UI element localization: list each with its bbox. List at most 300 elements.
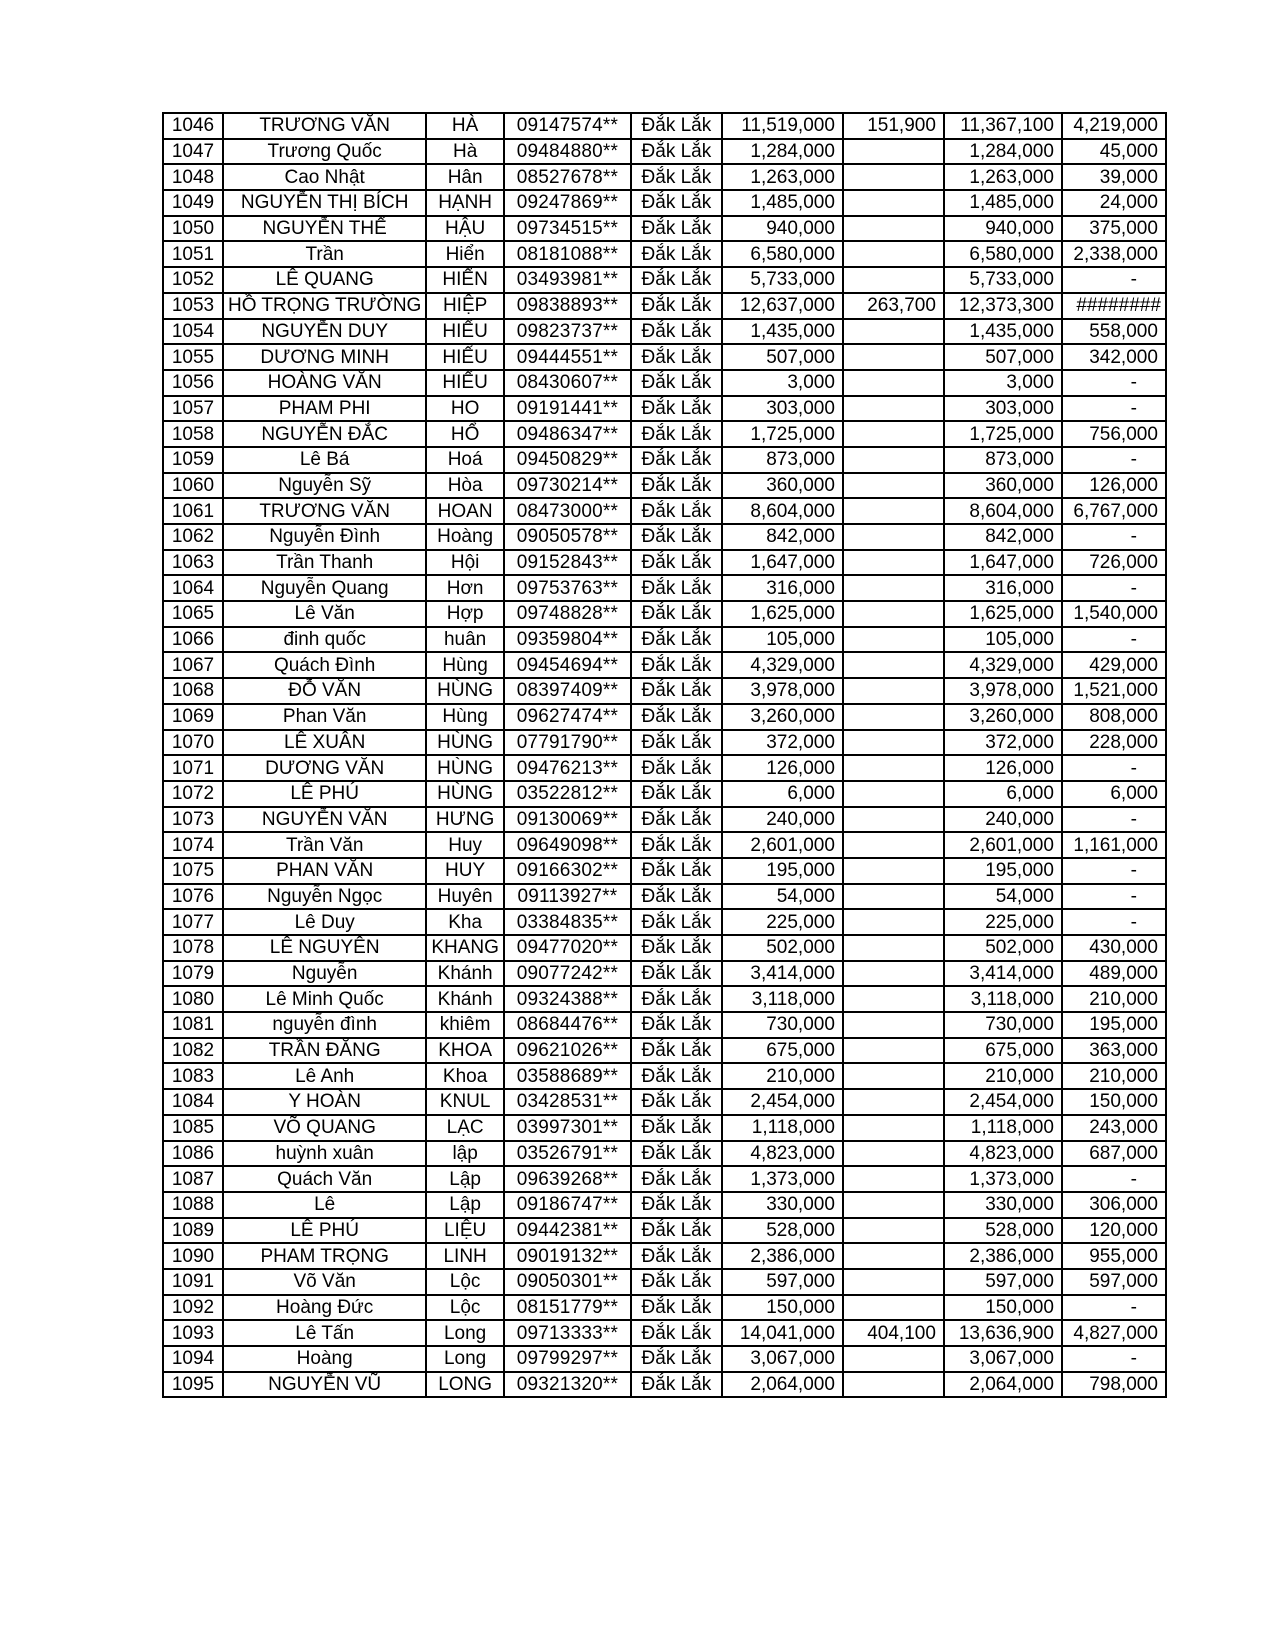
table-row [163, 755, 1166, 781]
cell-family-name: TRƯƠNG VĂN [223, 113, 426, 139]
cell-amount-deduction [843, 319, 944, 345]
cell-row-number: 1076 [163, 884, 223, 910]
cell-given-name: Hoàng [426, 524, 504, 550]
cell-amount-deduction [843, 678, 944, 704]
cell-amount-extra: 24,000 [1062, 190, 1166, 216]
cell-given-name: Hoá [426, 447, 504, 473]
cell-amount-net: 1,435,000 [944, 319, 1062, 345]
cell-amount-deduction: 404,100 [843, 1320, 944, 1346]
cell-province: Đắk Lắk [631, 498, 722, 524]
cell-family-name: DƯƠNG MINH [223, 344, 426, 370]
cell-amount-net: 8,604,000 [944, 498, 1062, 524]
cell-amount-extra: 210,000 [1062, 986, 1166, 1012]
cell-amount-net: 2,601,000 [944, 832, 1062, 858]
cell-given-name: Huy [426, 832, 504, 858]
cell-row-number: 1059 [163, 447, 223, 473]
cell-amount-net: 330,000 [944, 1192, 1062, 1218]
cell-family-name: NGUYỄN ĐẮC [223, 421, 426, 447]
cell-phone-number: 09627474** [504, 704, 631, 730]
cell-amount-total: 2,601,000 [722, 832, 843, 858]
cell-amount-extra: - [1062, 755, 1166, 781]
cell-amount-net: 126,000 [944, 755, 1062, 781]
cell-family-name: Cao Nhật [223, 164, 426, 190]
cell-province: Đắk Lắk [631, 1218, 722, 1244]
cell-amount-total: 842,000 [722, 524, 843, 550]
cell-province: Đắk Lắk [631, 1295, 722, 1321]
table-row [163, 1243, 1166, 1269]
table-row [163, 139, 1166, 165]
cell-amount-deduction [843, 1346, 944, 1372]
cell-family-name: LÊ NGUYÊN [223, 935, 426, 961]
cell-amount-extra: 798,000 [1062, 1372, 1166, 1398]
cell-given-name: Long [426, 1346, 504, 1372]
cell-phone-number: 09734515** [504, 216, 631, 242]
table-row [163, 1320, 1166, 1346]
cell-given-name: HÙNG [426, 678, 504, 704]
cell-row-number: 1065 [163, 601, 223, 627]
cell-given-name: KHOA [426, 1038, 504, 1064]
cell-phone-number: 09649098** [504, 832, 631, 858]
cell-phone-number: 09130069** [504, 807, 631, 833]
cell-amount-extra: - [1062, 807, 1166, 833]
cell-amount-extra: 6,000 [1062, 781, 1166, 807]
cell-given-name: Hơn [426, 575, 504, 601]
table-row [163, 1269, 1166, 1295]
cell-amount-net: 597,000 [944, 1269, 1062, 1295]
cell-phone-number: 09247869** [504, 190, 631, 216]
cell-amount-net: 210,000 [944, 1063, 1062, 1089]
cell-family-name: NGUYỄN THỊ BÍCH [223, 190, 426, 216]
cell-amount-deduction [843, 1063, 944, 1089]
cell-amount-extra: - [1062, 396, 1166, 422]
cell-family-name: nguyễn đình [223, 1012, 426, 1038]
cell-amount-net: 502,000 [944, 935, 1062, 961]
cell-province: Đắk Lắk [631, 1141, 722, 1167]
cell-amount-extra: 6,767,000 [1062, 498, 1166, 524]
cell-phone-number: 09454694** [504, 652, 631, 678]
cell-given-name: Lộc [426, 1295, 504, 1321]
table-row [163, 986, 1166, 1012]
cell-amount-total: 507,000 [722, 344, 843, 370]
cell-amount-deduction [843, 1012, 944, 1038]
cell-phone-number: 09484880** [504, 139, 631, 165]
table-row [163, 1192, 1166, 1218]
cell-amount-extra: - [1062, 909, 1166, 935]
cell-amount-deduction [843, 1295, 944, 1321]
cell-family-name: Nguyễn Quang [223, 575, 426, 601]
cell-row-number: 1083 [163, 1063, 223, 1089]
cell-amount-total: 1,118,000 [722, 1115, 843, 1141]
cell-province: Đắk Lắk [631, 1166, 722, 1192]
cell-family-name: Trần [223, 241, 426, 267]
cell-row-number: 1046 [163, 113, 223, 139]
cell-phone-number: 08527678** [504, 164, 631, 190]
cell-amount-deduction [843, 704, 944, 730]
cell-row-number: 1073 [163, 807, 223, 833]
cell-given-name: HƯNG [426, 807, 504, 833]
cell-province: Đắk Lắk [631, 190, 722, 216]
cell-amount-total: 675,000 [722, 1038, 843, 1064]
cell-family-name: Lê Duy [223, 909, 426, 935]
table-row [163, 807, 1166, 833]
cell-amount-total: 3,000 [722, 370, 843, 396]
cell-amount-net: 940,000 [944, 216, 1062, 242]
cell-row-number: 1086 [163, 1141, 223, 1167]
cell-amount-net: 225,000 [944, 909, 1062, 935]
table-row [163, 575, 1166, 601]
cell-amount-total: 730,000 [722, 1012, 843, 1038]
cell-phone-number: 03493981** [504, 267, 631, 293]
cell-phone-number: 08473000** [504, 498, 631, 524]
table-row [163, 550, 1166, 576]
cell-province: Đắk Lắk [631, 1012, 722, 1038]
cell-province: Đắk Lắk [631, 293, 722, 319]
cell-amount-extra: 150,000 [1062, 1089, 1166, 1115]
cell-amount-deduction [843, 498, 944, 524]
cell-row-number: 1080 [163, 986, 223, 1012]
cell-province: Đắk Lắk [631, 370, 722, 396]
cell-given-name: HIỂN [426, 267, 504, 293]
cell-province: Đắk Lắk [631, 909, 722, 935]
cell-amount-total: 360,000 [722, 473, 843, 499]
cell-amount-total: 8,604,000 [722, 498, 843, 524]
cell-family-name: Trương Quốc [223, 139, 426, 165]
cell-row-number: 1048 [163, 164, 223, 190]
cell-province: Đắk Lắk [631, 755, 722, 781]
cell-amount-total: 12,637,000 [722, 293, 843, 319]
cell-amount-deduction [843, 884, 944, 910]
cell-given-name: Hùng [426, 652, 504, 678]
cell-province: Đắk Lắk [631, 884, 722, 910]
cell-phone-number: 03384835** [504, 909, 631, 935]
cell-amount-net: 1,647,000 [944, 550, 1062, 576]
cell-amount-extra: 756,000 [1062, 421, 1166, 447]
cell-amount-extra: 45,000 [1062, 139, 1166, 165]
cell-family-name: LÊ PHÚ [223, 1218, 426, 1244]
cell-province: Đắk Lắk [631, 344, 722, 370]
cell-phone-number: 09476213** [504, 755, 631, 781]
table-row [163, 1346, 1166, 1372]
cell-amount-total: 210,000 [722, 1063, 843, 1089]
table-row [163, 396, 1166, 422]
cell-amount-total: 11,519,000 [722, 113, 843, 139]
cell-province: Đắk Lắk [631, 1269, 722, 1295]
cell-row-number: 1055 [163, 344, 223, 370]
cell-row-number: 1093 [163, 1320, 223, 1346]
cell-family-name: NGUYỄN VĂN [223, 807, 426, 833]
cell-amount-extra: 429,000 [1062, 652, 1166, 678]
cell-given-name: HẠNH [426, 190, 504, 216]
cell-family-name: PHAM TRỌNG [223, 1243, 426, 1269]
cell-row-number: 1067 [163, 652, 223, 678]
cell-given-name: khiêm [426, 1012, 504, 1038]
cell-amount-deduction [843, 1038, 944, 1064]
cell-amount-extra: 375,000 [1062, 216, 1166, 242]
cell-amount-net: 842,000 [944, 524, 1062, 550]
cell-province: Đắk Lắk [631, 627, 722, 653]
cell-row-number: 1077 [163, 909, 223, 935]
cell-amount-total: 1,647,000 [722, 550, 843, 576]
cell-amount-net: 1,373,000 [944, 1166, 1062, 1192]
table-row [163, 961, 1166, 987]
cell-province: Đắk Lắk [631, 241, 722, 267]
cell-phone-number: 09113927** [504, 884, 631, 910]
cell-amount-deduction [843, 524, 944, 550]
cell-row-number: 1047 [163, 139, 223, 165]
cell-amount-deduction [843, 1166, 944, 1192]
cell-amount-net: 4,329,000 [944, 652, 1062, 678]
cell-amount-extra: 489,000 [1062, 961, 1166, 987]
cell-phone-number: 03997301** [504, 1115, 631, 1141]
cell-amount-extra: 726,000 [1062, 550, 1166, 576]
table-row [163, 164, 1166, 190]
cell-amount-net: 2,386,000 [944, 1243, 1062, 1269]
table-row [163, 319, 1166, 345]
cell-row-number: 1057 [163, 396, 223, 422]
cell-province: Đắk Lắk [631, 1320, 722, 1346]
table-row [163, 293, 1166, 319]
cell-amount-extra: 210,000 [1062, 1063, 1166, 1089]
cell-given-name: Lộc [426, 1269, 504, 1295]
table-row [163, 832, 1166, 858]
cell-row-number: 1064 [163, 575, 223, 601]
cell-amount-extra: ######## [1062, 293, 1166, 319]
cell-family-name: LÊ QUANG [223, 267, 426, 293]
cell-amount-total: 195,000 [722, 858, 843, 884]
cell-amount-deduction [843, 730, 944, 756]
cell-phone-number: 09186747** [504, 1192, 631, 1218]
cell-phone-number: 09477020** [504, 935, 631, 961]
cell-phone-number: 09050301** [504, 1269, 631, 1295]
cell-amount-extra: 39,000 [1062, 164, 1166, 190]
cell-row-number: 1053 [163, 293, 223, 319]
cell-amount-total: 14,041,000 [722, 1320, 843, 1346]
cell-family-name: Trần Thanh [223, 550, 426, 576]
cell-row-number: 1051 [163, 241, 223, 267]
table-row [163, 678, 1166, 704]
cell-row-number: 1054 [163, 319, 223, 345]
cell-amount-extra: 1,540,000 [1062, 601, 1166, 627]
cell-row-number: 1094 [163, 1346, 223, 1372]
cell-amount-extra: 195,000 [1062, 1012, 1166, 1038]
table-body [163, 113, 1166, 1397]
cell-amount-extra: 363,000 [1062, 1038, 1166, 1064]
cell-amount-total: 1,435,000 [722, 319, 843, 345]
cell-amount-extra: - [1062, 370, 1166, 396]
cell-phone-number: 03428531** [504, 1089, 631, 1115]
cell-row-number: 1081 [163, 1012, 223, 1038]
cell-given-name: HÀ [426, 113, 504, 139]
cell-amount-deduction: 263,700 [843, 293, 944, 319]
cell-amount-total: 1,725,000 [722, 421, 843, 447]
cell-amount-deduction [843, 139, 944, 165]
cell-amount-net: 2,064,000 [944, 1372, 1062, 1398]
cell-amount-total: 330,000 [722, 1192, 843, 1218]
cell-phone-number: 09324388** [504, 986, 631, 1012]
cell-family-name: NGUYỄN THẾ [223, 216, 426, 242]
cell-phone-number: 09191441** [504, 396, 631, 422]
cell-amount-deduction [843, 267, 944, 293]
cell-row-number: 1049 [163, 190, 223, 216]
cell-amount-extra: 2,338,000 [1062, 241, 1166, 267]
cell-amount-net: 507,000 [944, 344, 1062, 370]
cell-family-name: PHAN VĂN [223, 858, 426, 884]
cell-amount-extra: - [1062, 884, 1166, 910]
cell-given-name: LẠC [426, 1115, 504, 1141]
cell-amount-extra: 597,000 [1062, 1269, 1166, 1295]
cell-province: Đắk Lắk [631, 447, 722, 473]
cell-amount-net: 105,000 [944, 627, 1062, 653]
cell-amount-extra: 306,000 [1062, 1192, 1166, 1218]
table-row [163, 370, 1166, 396]
cell-phone-number: 09639268** [504, 1166, 631, 1192]
table-row [163, 1218, 1166, 1244]
cell-given-name: HIẾU [426, 370, 504, 396]
cell-amount-net: 1,485,000 [944, 190, 1062, 216]
cell-phone-number: 08430607** [504, 370, 631, 396]
cell-phone-number: 09748828** [504, 601, 631, 627]
cell-phone-number: 09321320** [504, 1372, 631, 1398]
cell-row-number: 1050 [163, 216, 223, 242]
cell-amount-net: 528,000 [944, 1218, 1062, 1244]
cell-given-name: Hùng [426, 704, 504, 730]
cell-phone-number: 09077242** [504, 961, 631, 987]
cell-amount-net: 3,118,000 [944, 986, 1062, 1012]
cell-phone-number: 08151779** [504, 1295, 631, 1321]
cell-row-number: 1058 [163, 421, 223, 447]
cell-amount-extra: - [1062, 627, 1166, 653]
cell-amount-deduction [843, 1115, 944, 1141]
cell-family-name: Lê Văn [223, 601, 426, 627]
cell-province: Đắk Lắk [631, 1243, 722, 1269]
cell-amount-deduction [843, 1192, 944, 1218]
table-row [163, 781, 1166, 807]
cell-row-number: 1070 [163, 730, 223, 756]
cell-amount-deduction [843, 652, 944, 678]
cell-phone-number: 08397409** [504, 678, 631, 704]
cell-given-name: Long [426, 1320, 504, 1346]
cell-province: Đắk Lắk [631, 396, 722, 422]
cell-amount-net: 372,000 [944, 730, 1062, 756]
cell-amount-net: 1,284,000 [944, 139, 1062, 165]
cell-phone-number: 09450829** [504, 447, 631, 473]
cell-given-name: LIỆU [426, 1218, 504, 1244]
table-row [163, 1372, 1166, 1398]
cell-family-name: ĐỖ VĂN [223, 678, 426, 704]
cell-amount-deduction [843, 190, 944, 216]
cell-given-name: Khánh [426, 986, 504, 1012]
cell-amount-total: 4,329,000 [722, 652, 843, 678]
cell-amount-total: 54,000 [722, 884, 843, 910]
cell-province: Đắk Lắk [631, 858, 722, 884]
cell-amount-total: 6,580,000 [722, 241, 843, 267]
cell-family-name: NGUYỄN DUY [223, 319, 426, 345]
cell-amount-deduction: 151,900 [843, 113, 944, 139]
cell-row-number: 1085 [163, 1115, 223, 1141]
cell-amount-deduction [843, 755, 944, 781]
cell-row-number: 1069 [163, 704, 223, 730]
cell-amount-extra: 558,000 [1062, 319, 1166, 345]
cell-province: Đắk Lắk [631, 113, 722, 139]
cell-province: Đắk Lắk [631, 267, 722, 293]
cell-family-name: Lê [223, 1192, 426, 1218]
cell-phone-number: 09730214** [504, 473, 631, 499]
cell-given-name: HIẾU [426, 344, 504, 370]
cell-phone-number: 09050578** [504, 524, 631, 550]
cell-amount-extra: - [1062, 858, 1166, 884]
cell-given-name: HIẾU [426, 319, 504, 345]
cell-amount-total: 5,733,000 [722, 267, 843, 293]
cell-amount-deduction [843, 164, 944, 190]
cell-amount-net: 873,000 [944, 447, 1062, 473]
table-row [163, 524, 1166, 550]
table-row [163, 1012, 1166, 1038]
cell-phone-number: 09621026** [504, 1038, 631, 1064]
cell-amount-deduction [843, 1089, 944, 1115]
cell-amount-extra: 1,521,000 [1062, 678, 1166, 704]
cell-row-number: 1079 [163, 961, 223, 987]
cell-amount-extra: - [1062, 1166, 1166, 1192]
cell-given-name: HÙNG [426, 781, 504, 807]
cell-row-number: 1071 [163, 755, 223, 781]
table-row [163, 421, 1166, 447]
cell-province: Đắk Lắk [631, 678, 722, 704]
cell-amount-net: 1,118,000 [944, 1115, 1062, 1141]
cell-amount-total: 597,000 [722, 1269, 843, 1295]
cell-amount-total: 2,386,000 [722, 1243, 843, 1269]
cell-phone-number: 09753763** [504, 575, 631, 601]
cell-given-name: HÙNG [426, 755, 504, 781]
cell-row-number: 1052 [163, 267, 223, 293]
cell-province: Đắk Lắk [631, 961, 722, 987]
cell-given-name: Hà [426, 139, 504, 165]
cell-phone-number: 09799297** [504, 1346, 631, 1372]
cell-phone-number: 03522812** [504, 781, 631, 807]
cell-row-number: 1089 [163, 1218, 223, 1244]
cell-family-name: VÕ QUANG [223, 1115, 426, 1141]
cell-amount-deduction [843, 1218, 944, 1244]
cell-row-number: 1068 [163, 678, 223, 704]
cell-amount-deduction [843, 1372, 944, 1398]
cell-given-name: Hội [426, 550, 504, 576]
cell-phone-number: 09152843** [504, 550, 631, 576]
cell-family-name: Phan Văn [223, 704, 426, 730]
cell-family-name: đinh quốc [223, 627, 426, 653]
cell-amount-net: 3,978,000 [944, 678, 1062, 704]
cell-amount-deduction [843, 421, 944, 447]
cell-amount-extra: 120,000 [1062, 1218, 1166, 1244]
table-row [163, 627, 1166, 653]
cell-row-number: 1087 [163, 1166, 223, 1192]
cell-phone-number: 09019132** [504, 1243, 631, 1269]
cell-amount-net: 3,067,000 [944, 1346, 1062, 1372]
cell-row-number: 1074 [163, 832, 223, 858]
cell-amount-total: 1,263,000 [722, 164, 843, 190]
cell-given-name: Hòa [426, 473, 504, 499]
cell-amount-deduction [843, 550, 944, 576]
cell-amount-net: 1,263,000 [944, 164, 1062, 190]
cell-given-name: huân [426, 627, 504, 653]
cell-amount-total: 372,000 [722, 730, 843, 756]
cell-amount-deduction [843, 807, 944, 833]
cell-amount-total: 3,067,000 [722, 1346, 843, 1372]
cell-phone-number: 09359804** [504, 627, 631, 653]
table-row [163, 858, 1166, 884]
cell-amount-net: 3,260,000 [944, 704, 1062, 730]
cell-province: Đắk Lắk [631, 473, 722, 499]
cell-given-name: HẬU [426, 216, 504, 242]
cell-amount-net: 3,414,000 [944, 961, 1062, 987]
